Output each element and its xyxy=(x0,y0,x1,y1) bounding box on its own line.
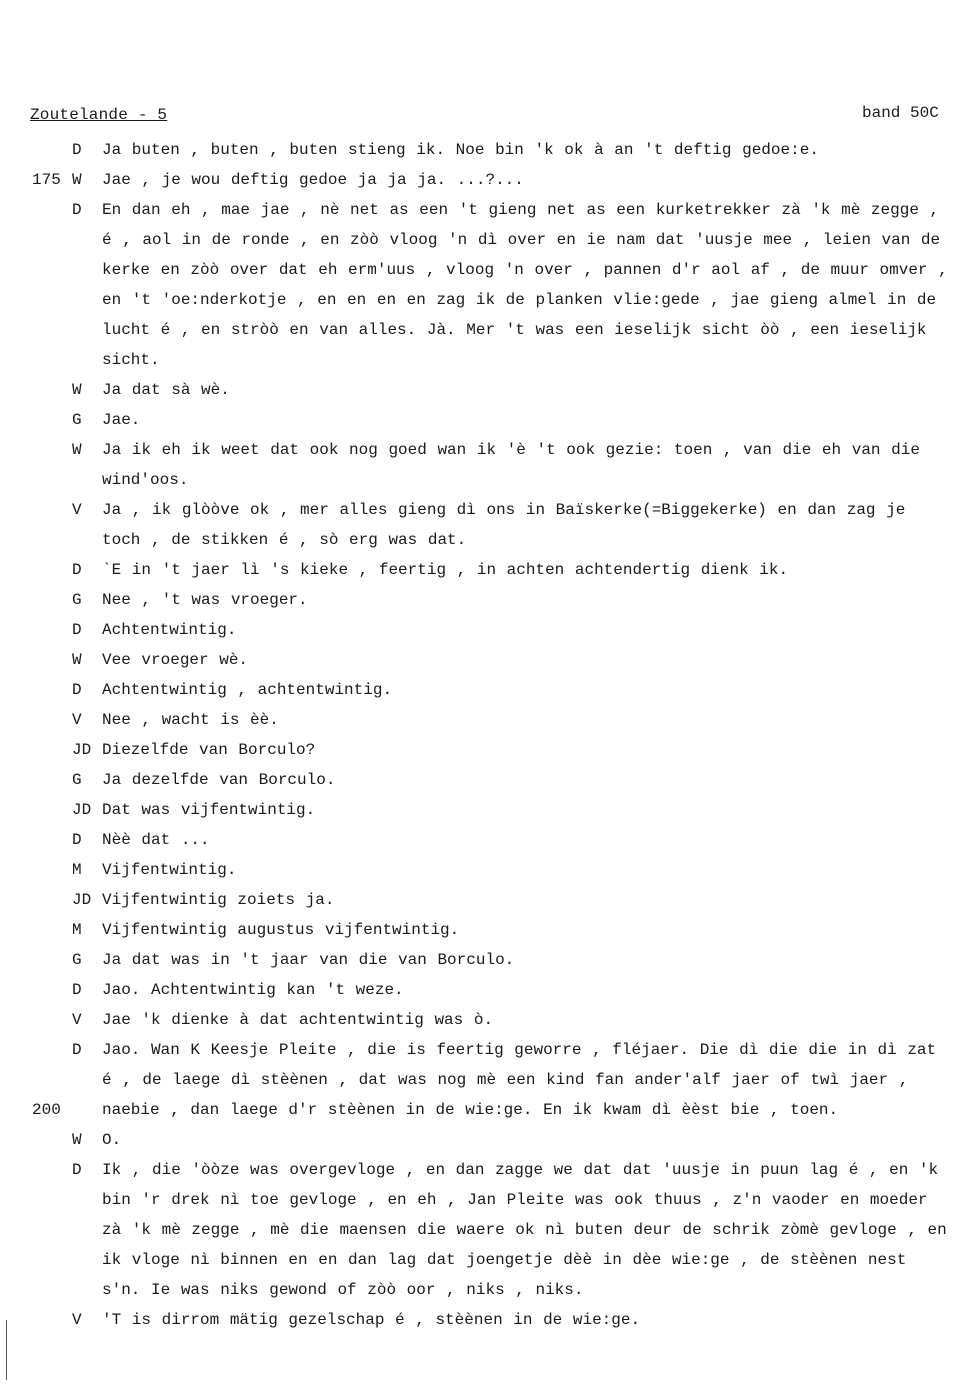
transcript-turn xyxy=(0,915,973,945)
utterance-text: Ja , ik glòòve ok , mer alles gieng dì ons in Baïskerke(=Biggekerke) en dan zag je toch , de stikken é , sò erg was dat. xyxy=(102,501,906,549)
utterance-text: Ik , die 'òòze was overgevloge , en dan zagge we dat dat 'uusje in puun lag é , en 'k bin 'r drek nì toe gevloge , en eh , Jan Pleite was ook thuus , z'n vaoder en moeder zà 'k mè zegge , mè die maensen die waere ok nì buten deur de schrik zòmè gevloge , en ik vloge nì binnen en en dan lag dat joengetje dèè in dèe wie:ge , de stèènen nest s'n. Ie was niks gewond of zòò oor , niks , niks. xyxy=(102,1161,947,1299)
utterance-text: `E in 't jaer lì 's kieke , feertig , in achten achtendertig dienk ik. xyxy=(102,561,789,579)
transcript-turn xyxy=(0,945,973,975)
utterance-text: Jae , je wou deftig gedoe ja ja ja. ...?... xyxy=(102,171,524,189)
utterance-text: Jao. Achtentwintig kan 't weze. xyxy=(102,981,404,999)
speaker-label: W xyxy=(72,1131,82,1149)
transcript-turn xyxy=(0,765,973,795)
transcript-turn xyxy=(0,705,973,735)
transcript-turn xyxy=(0,855,973,885)
speaker-label: G xyxy=(72,591,82,609)
speaker-label: D xyxy=(72,981,82,999)
margin-mark xyxy=(6,1320,7,1380)
utterance-text: 'T is dirrom mätig gezelschap é , stèènen in de wie:ge. xyxy=(102,1311,641,1329)
speaker-label: M xyxy=(72,921,82,939)
transcript-turn xyxy=(0,975,973,1005)
utterance-text: Ja buten , buten , buten stieng ik. Noe bin 'k ok à an 't deftig gedoe:e. xyxy=(102,141,819,159)
transcript-turn xyxy=(0,375,973,405)
speaker-label: D xyxy=(72,201,82,219)
speaker-label: D xyxy=(72,1041,82,1059)
speaker-label: D xyxy=(72,141,82,159)
transcript-turn xyxy=(0,1035,973,1125)
transcript-turn xyxy=(0,675,973,705)
transcript-turn xyxy=(0,405,973,435)
speaker-label: G xyxy=(72,951,82,969)
utterance-text: En dan eh , mae jae , nè net as een 't gieng net as een kurketrekker zà 'k mè zegge , é , aol in de ronde , en zòò vloog 'n dì over en ie nam dat 'uusje mee , leien van de kerke en zòò over dat eh erm'uus , vloog 'n over , pannen d'r aol af , de muur omver , en 't 'oe:nderkotje , en en en en zag ik de planken vlie:gede , jae gieng almel in de lucht é , en stròò en van alles. Jà. Mer 't was een ieselijk sicht òò , een ieselijk sicht. xyxy=(102,201,948,369)
speaker-label: V xyxy=(72,711,82,729)
speaker-label: W xyxy=(72,651,82,669)
utterance-text: Dat was vijfentwintig. xyxy=(102,801,316,819)
transcript-turn xyxy=(0,585,973,615)
speaker-label: JD xyxy=(72,741,92,759)
transcript-turn xyxy=(0,825,973,855)
utterance-text: Jae. xyxy=(102,411,141,429)
utterance-text: Ja ik eh ik weet dat ook nog goed wan ik 'è 't ook gezie: toen , van die eh van die wind'oos. xyxy=(102,441,920,489)
utterance-text: Jao. Wan K Keesje Pleite , die is feertig geworre , fléjaer. Die dì die die in dì zat é , de laege dì stèènen , dat was nog mè een kind fan ander'alf jaer of twì jaer , naebie , dan laege d'r stèènen in de wie:ge. En ik kwam dì èèst bie , toen. xyxy=(102,1041,937,1119)
speaker-label: G xyxy=(72,771,82,789)
speaker-label: D xyxy=(72,681,82,699)
speaker-label: W xyxy=(72,441,82,459)
transcript-turn xyxy=(0,435,973,495)
line-number: 175 xyxy=(32,171,61,189)
transcript-turn xyxy=(0,135,973,165)
speaker-label: D xyxy=(72,621,82,639)
page-title: Zoutelande - 5 xyxy=(30,106,168,124)
transcript-turn xyxy=(0,735,973,765)
transcript-turn xyxy=(0,555,973,585)
utterance-text: Nee , wacht is èè. xyxy=(102,711,279,729)
speaker-label: D xyxy=(72,1161,82,1179)
utterance-text: Vijfentwintig zoiets ja. xyxy=(102,891,335,909)
speaker-label: W xyxy=(72,381,82,399)
transcript-turn xyxy=(0,795,973,825)
utterance-text: Ja dezelfde van Borculo. xyxy=(102,771,336,789)
utterance-text: Vijfentwintig augustus vijfentwintig. xyxy=(102,921,460,939)
speaker-label: V xyxy=(72,501,82,519)
utterance-text: Nee , 't was vroeger. xyxy=(102,591,308,609)
speaker-label: G xyxy=(72,411,82,429)
line-number: 200 xyxy=(32,1101,61,1119)
speaker-label: D xyxy=(72,561,82,579)
utterance-text: O. xyxy=(102,1131,122,1149)
transcript-turn xyxy=(0,165,973,195)
transcript-turn xyxy=(0,615,973,645)
transcript-turn xyxy=(0,1155,973,1305)
transcript-turn xyxy=(0,495,973,555)
utterance-text: Vijfentwintig. xyxy=(102,861,237,879)
utterance-text: Achtentwintig , achtentwintig. xyxy=(102,681,393,699)
transcript-turn xyxy=(0,1005,973,1035)
speaker-label: M xyxy=(72,861,82,879)
transcript-turn xyxy=(0,195,973,375)
transcript-turn xyxy=(0,1305,973,1335)
transcript xyxy=(0,135,973,1335)
transcript-turn xyxy=(0,885,973,915)
utterance-text: Ja dat was in 't jaar van die van Borculo. xyxy=(102,951,515,969)
speaker-label: D xyxy=(72,831,82,849)
speaker-label: V xyxy=(72,1311,82,1329)
utterance-text: Nèè dat ... xyxy=(102,831,210,849)
utterance-text: Ja dat sà wè. xyxy=(102,381,230,399)
band-label: band 50C xyxy=(862,104,939,122)
utterance-text: Achtentwintig. xyxy=(102,621,237,639)
transcript-turn xyxy=(0,1125,973,1155)
speaker-label: JD xyxy=(72,891,92,909)
utterance-text: Jae 'k dienke à dat achtentwintig was ò. xyxy=(102,1011,494,1029)
transcript-turn xyxy=(0,645,973,675)
utterance-text: Vee vroeger wè. xyxy=(102,651,249,669)
speaker-label: W xyxy=(72,171,82,189)
utterance-text: Diezelfde van Borculo? xyxy=(102,741,316,759)
speaker-label: JD xyxy=(72,801,92,819)
speaker-label: V xyxy=(72,1011,82,1029)
